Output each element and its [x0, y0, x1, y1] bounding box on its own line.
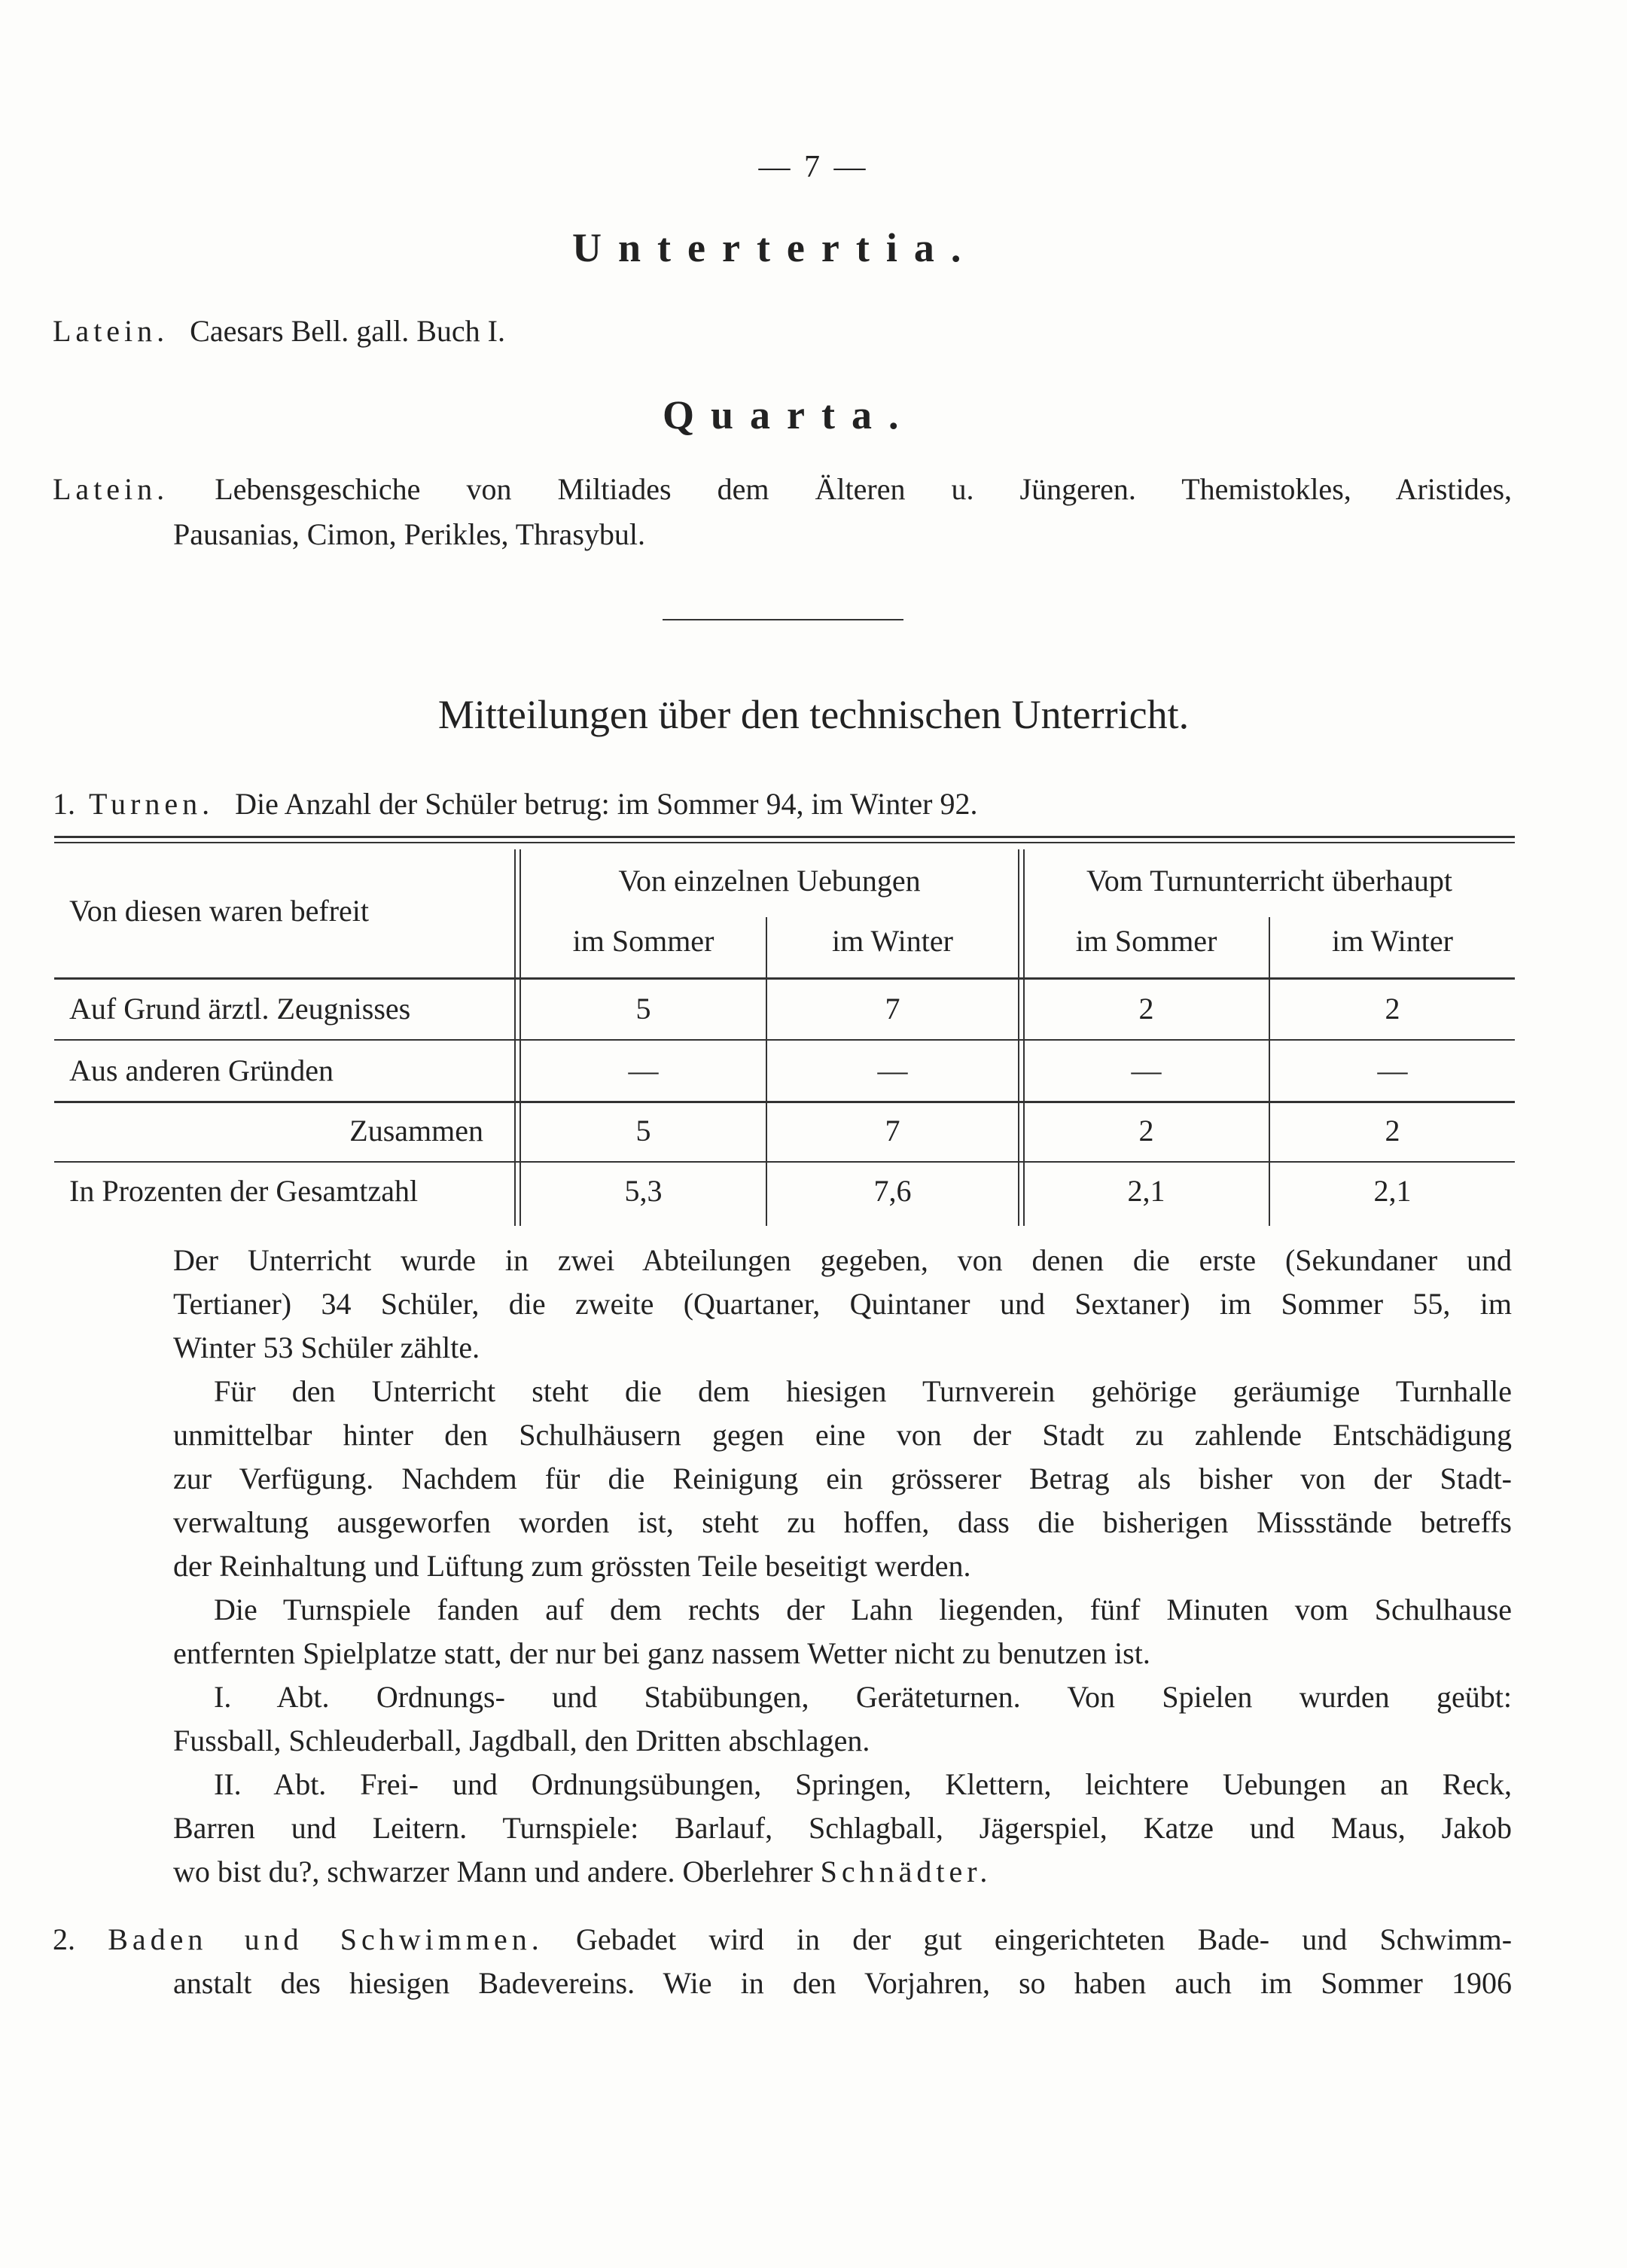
- baden-text-1: Gebadet wird in der gut eingerichteten Bade- und Schwimm-: [575, 1922, 1513, 1956]
- table-row-rule: [54, 1161, 1515, 1163]
- paragraph-line: unmittelbar hinter den Schulhäusern gegen eine von der Stadt zu zahlende Entschädigung: [173, 1418, 1512, 1452]
- table-cell: —: [877, 1053, 908, 1087]
- turnen-number: 1.: [53, 787, 75, 821]
- quarta-subject: Latein.: [53, 472, 169, 506]
- quarta-text-2: Pausanias, Cimon, Perikles, Thrasybul.: [173, 517, 645, 551]
- paragraph-line: Die Turnspiele fanden auf dem rechts der Lahn liegenden, fünf Minuten vom Schulhause: [214, 1593, 1512, 1626]
- table-cell: 5: [635, 992, 651, 1026]
- table-cell: 5,3: [624, 1174, 663, 1208]
- page-number: — 7 —: [758, 150, 869, 184]
- table-group-1: Von einzelnen Uebungen: [618, 864, 921, 898]
- paragraph-line: Tertianer) 34 Schüler, die zweite (Quartaner, Quintaner und Sextaner) im Sommer 55, im: [173, 1287, 1512, 1321]
- table-sub-winter-2: im Winter: [1332, 924, 1453, 958]
- table-cell: 2,1: [1127, 1174, 1165, 1208]
- table-cell: 2: [1138, 1114, 1154, 1148]
- table-col-rule: [514, 849, 516, 1226]
- table-col-rule: [519, 849, 521, 1226]
- paragraph-line: I. Abt. Ordnungs- und Stabübungen, Geräteturnen. Von Spielen wurden geübt:: [214, 1680, 1512, 1714]
- paragraph-line: II. Abt. Frei- und Ordnungsübungen, Springen, Klettern, leichtere Uebungen an Reck,: [214, 1767, 1512, 1801]
- untertertia-subject: Latein.: [53, 314, 169, 348]
- table-col-rule: [1018, 849, 1019, 1226]
- table-cell: 7: [885, 992, 900, 1026]
- paragraph-line: Barren und Leitern. Turnspiele: Barlauf, Schlagball, Jägerspiel, Katze und Maus, Jakob: [173, 1811, 1512, 1845]
- baden-label: Baden und Schwimmen.: [108, 1922, 544, 1956]
- turnen-label: Turnen.: [89, 787, 215, 821]
- table-row-rule: [54, 1039, 1515, 1041]
- table-header-rule: [54, 977, 1515, 980]
- table-row-label: In Prozenten der Gesamtzahl: [69, 1174, 419, 1208]
- table-row-rule: [54, 1101, 1515, 1103]
- paragraph-line: verwaltung ausgeworfen worden ist, steht zu hoffen, dass die bisherigen Missstände betreffs: [173, 1505, 1512, 1539]
- table-row-label-total: Zusammen: [349, 1114, 483, 1148]
- table-cell: 7: [885, 1114, 900, 1148]
- table-cell: 7,6: [873, 1174, 912, 1208]
- paragraph-line: der Reinhaltung und Lüftung zum grössten Teile beseitigt werden.: [173, 1549, 971, 1583]
- table-top-rule: [54, 836, 1515, 838]
- quarta-line-1: [53, 465, 1512, 514]
- untertertia-text: Caesars Bell. gall. Buch I.: [190, 314, 505, 348]
- table-sub-winter-1: im Winter: [832, 924, 953, 958]
- paragraph-line: entfernten Spielplatze statt, der nur bei ganz nassem Wetter nicht zu benutzen ist.: [173, 1636, 1150, 1670]
- teacher-name: Schnädter.: [820, 1855, 992, 1888]
- baden-line-1: [53, 1916, 1512, 1964]
- table-cell: 2,1: [1373, 1174, 1412, 1208]
- heading-quarta: Quarta.: [663, 392, 916, 437]
- table-row-header: Von diesen waren befreit: [69, 894, 370, 928]
- table-sub-sommer-1: im Sommer: [572, 924, 714, 958]
- table-top-rule-inner: [54, 842, 1515, 843]
- baden-number: 2.: [53, 1922, 75, 1956]
- paragraph-line: Der Unterricht wurde in zwei Abteilungen gegeben, von denen die erste (Sekundaner und: [173, 1243, 1512, 1277]
- paragraph-line: zur Verfügung. Nachdem für die Reinigung ein grösserer Betrag als bisher von der Stadt-: [173, 1462, 1512, 1495]
- table-cell: 2: [1385, 1114, 1400, 1148]
- table-cell: —: [628, 1053, 659, 1087]
- untertertia-line: [53, 307, 505, 355]
- heading-untertertia: Untertertia.: [572, 225, 978, 270]
- table-row-label: Aus anderen Gründen: [69, 1053, 334, 1087]
- baden-text-2: anstalt des hiesigen Badevereins. Wie in den Vorjahren, so haben auch im Sommer 1906: [173, 1966, 1512, 2000]
- paragraph-line: Für den Unterricht steht die dem hiesigen Turnverein gehörige geräumige Turnhalle: [214, 1374, 1512, 1408]
- technical-title: Mitteilungen über den technischen Unterricht.: [437, 692, 1190, 737]
- table-sub-sommer-2: im Sommer: [1075, 924, 1217, 958]
- paragraph-line: Winter 53 Schüler zählte.: [173, 1331, 480, 1364]
- quarta-text-1: Lebensgeschiche von Miltiades dem Älteren u. Jüngeren. Themistokles, Aristides,: [215, 472, 1513, 506]
- table-cell: 2: [1138, 992, 1154, 1026]
- table-cell: —: [1377, 1053, 1408, 1087]
- turnen-line: [53, 780, 977, 828]
- section-divider: [663, 619, 903, 620]
- table-row-label: Auf Grund ärztl. Zeugnisses: [69, 992, 411, 1026]
- table-cell: 5: [635, 1114, 651, 1148]
- table-cell: 2: [1385, 992, 1400, 1026]
- turnen-text: Die Anzahl der Schüler betrug: im Sommer 94, im Winter 92.: [235, 787, 978, 821]
- paragraph-line: Fussball, Schleuderball, Jagdball, den Dritten abschlagen.: [173, 1724, 870, 1757]
- table-col-rule: [1023, 849, 1025, 1226]
- table-cell: —: [1131, 1053, 1162, 1087]
- paragraph-line-last: [173, 1848, 992, 1896]
- table-group-2: Vom Turnunterricht überhaupt: [1086, 864, 1452, 898]
- paragraph-text: wo bist du?, schwarzer Mann und andere. Oberlehrer: [173, 1855, 821, 1888]
